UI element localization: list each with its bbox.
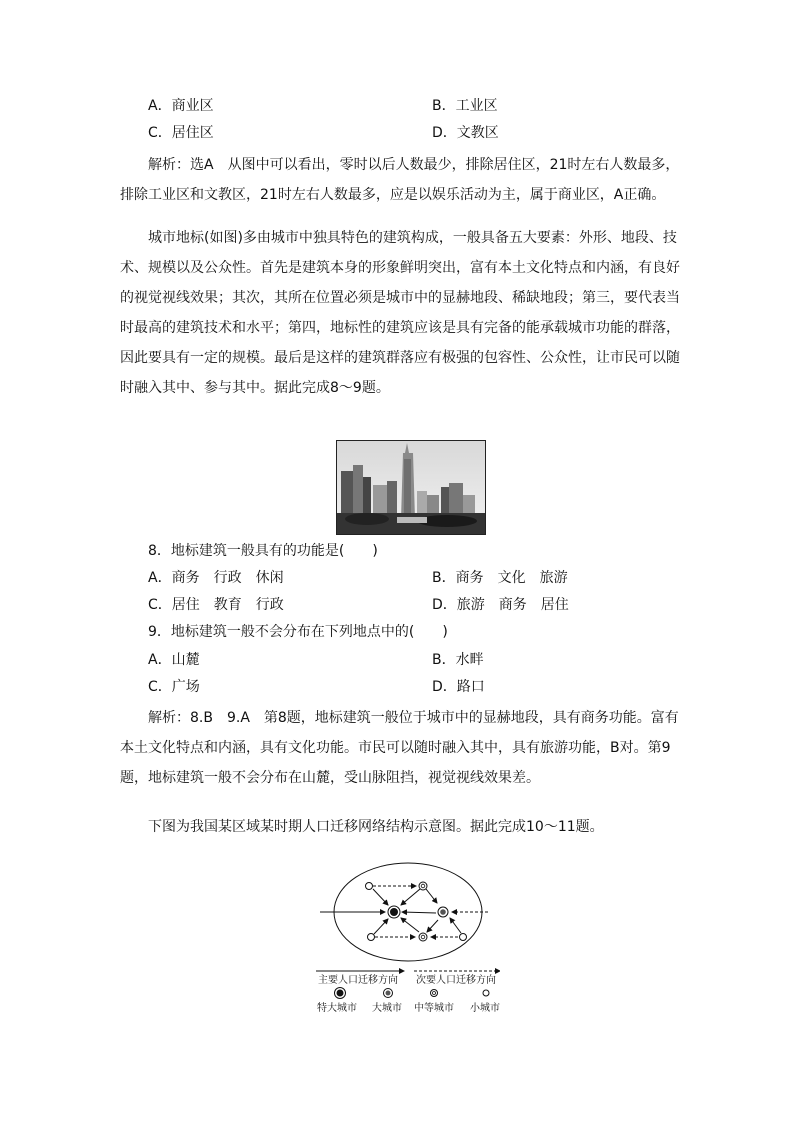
intro-line: 下图为我国某区域某时期人口迁移网络结构示意图。据此完成10～11题。 [148, 819, 604, 835]
legend-small-city-symbol [483, 990, 489, 996]
passage-8-9 [120, 223, 680, 403]
medium-city-node [419, 933, 427, 941]
q7-option-d: D．文教区 [432, 125, 499, 141]
q8-stem: 8．地标建筑一般具有的功能是( ) [148, 543, 378, 559]
q8-option-c: C．居住 教育 行政 [148, 597, 284, 613]
analysis-line: 解析：8.B 9.A 第8题，地标建筑一般位于城市中的显赫地段，具有商务功能。富有 [148, 710, 679, 726]
medium-city-node [419, 882, 427, 890]
passage-line: 因此要具有一定的规模。最后是这样的建筑群落应有极强的包容性、公众性，让市民可以随 [120, 350, 680, 366]
legend-mega-city-symbol [335, 988, 346, 999]
legend-medium-city-symbol [431, 990, 438, 997]
intro-10-11 [120, 812, 676, 842]
q9-option-b: B．水畔 [432, 652, 484, 668]
migration-network-diagram [310, 860, 500, 1020]
legend-secondary-label: 次要人口迁移方向 [416, 975, 496, 986]
passage-line: 时融入其中、参与其中。据此完成8～9题。 [120, 380, 390, 396]
q9-stem: 9．地标建筑一般不会分布在下列地点中的( ) [148, 624, 448, 640]
q9-option-d: D．路口 [432, 679, 485, 695]
q8-option-b: B．商务 文化 旅游 [432, 570, 568, 586]
analysis-line: 题，地标建筑一般不会分布在山麓，受山脉阻挡，视觉视线效果差。 [120, 770, 540, 786]
q7-analysis [120, 150, 680, 210]
q9-option-c: C．广场 [148, 679, 200, 695]
analysis-line: 解析：选A 从图中可以看出，零时以后人数最少，排除居住区，21时左右人数最多， [148, 157, 680, 173]
analysis-line: 本土文化特点和内涵，具有文化功能。市民可以随时融入其中，具有旅游功能，B对。第9 [120, 740, 671, 756]
q7-option-a: A．商业区 [148, 98, 214, 114]
mega-city-node [388, 906, 400, 918]
q8-option-d: D．旅游 商务 居住 [432, 597, 569, 613]
legend-large-city-symbol [384, 989, 393, 998]
small-city-node [368, 934, 375, 941]
landmark-skyline-photo [336, 440, 486, 535]
q7-option-c: C．居住区 [148, 125, 214, 141]
passage-line: 城市地标(如图)多由城市中独具特色的建筑构成，一般具备五大要素：外形、地段、技 [148, 230, 677, 246]
passage-line: 时最高的建筑技术和水平；第四，地标性的建筑应该是具有完备的能承载城市功能的群落， [120, 320, 680, 336]
large-city-node [438, 907, 448, 917]
passage-line: 术、规模以及公众性。首先是建筑本身的形象鲜明突出，富有本土文化特点和内涵，有良好 [120, 260, 680, 276]
legend-small-city-label: 小城市 [470, 1003, 500, 1014]
legend-medium-city-label: 中等城市 [414, 1003, 454, 1014]
q9-option-a: A．山麓 [148, 652, 200, 668]
legend-main-label: 主要人口迁移方向 [318, 975, 398, 986]
legend-mega-city-label: 特大城市 [317, 1003, 357, 1014]
small-city-node [366, 883, 373, 890]
analysis-line: 排除工业区和文教区，21时左右人数最多，应是以娱乐活动为主，属于商业区，A正确。 [120, 187, 666, 203]
small-city-node [460, 934, 467, 941]
legend-large-city-label: 大城市 [372, 1003, 402, 1014]
q7-option-b: B．工业区 [432, 98, 498, 114]
q8-option-a: A．商务 行政 休闲 [148, 570, 284, 586]
passage-line: 的视觉视线效果；其次，其所在位置必须是城市中的显赫地段、稀缺地段；第三，要代表当 [120, 290, 680, 306]
analysis-8-9 [120, 703, 679, 793]
